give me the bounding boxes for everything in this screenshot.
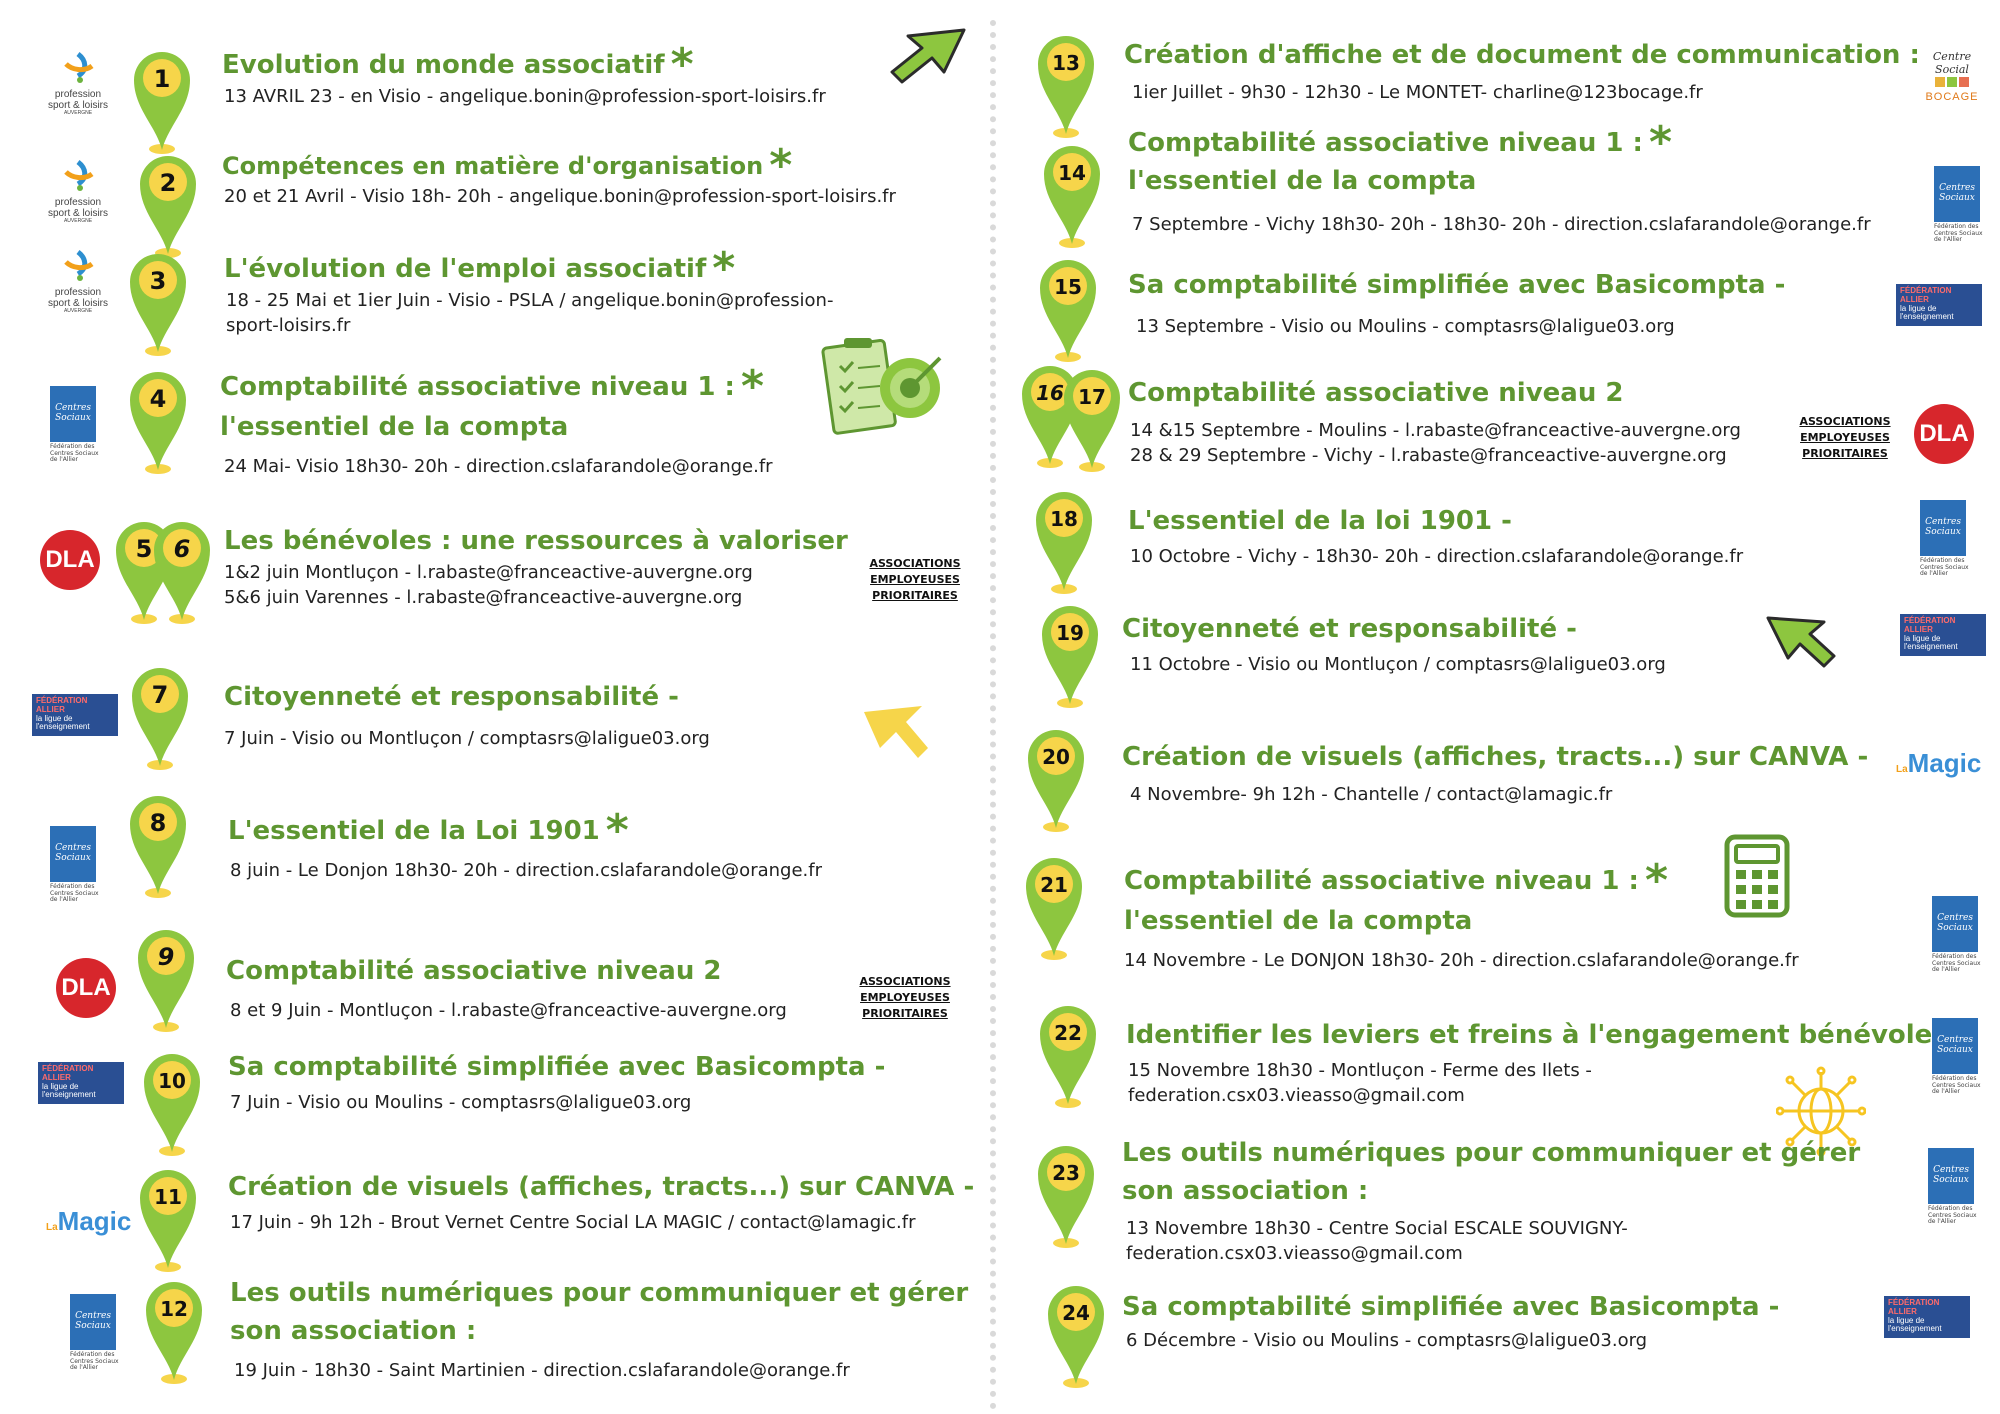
cursor-arrow-icon <box>1766 614 1836 674</box>
svg-text:16: 16 <box>1036 381 1064 405</box>
svg-text:23: 23 <box>1052 1161 1080 1185</box>
psl-logo: profession sport & loisirs AUVERGNE <box>38 52 118 117</box>
ligue-logo: FÉDÉRATION ALLIER la ligue de l'enseignement <box>1884 1296 1970 1338</box>
psl-logo: profession sport & loisirs AUVERGNE <box>38 250 118 315</box>
map-pin-icon <box>136 1164 200 1274</box>
event-details: 10 Octobre - Vichy - 18h30- 20h - direction.cslafarandole@orange.fr <box>1130 546 1744 567</box>
event-title: Création de visuels (affiches, tracts...) sur CANVA - <box>228 1172 975 1202</box>
event-title: Comptabilité associative niveau 1 : * <box>220 361 764 412</box>
svg-text:15: 15 <box>1054 275 1082 299</box>
event-details: 7 Juin - Visio ou Montluçon / comptasrs@laligue03.org <box>224 728 710 749</box>
map-pin-icon <box>1038 600 1102 710</box>
svg-text:12: 12 <box>160 1297 188 1321</box>
centre-social-logo: Centres Sociaux Fédération des Centres Sociaux de l'Allier <box>1932 896 1982 974</box>
map-pin-icon <box>1040 140 1104 250</box>
event-title: L'essentiel de la loi 1901 - <box>1128 506 1512 536</box>
svg-text:4: 4 <box>149 385 167 413</box>
svg-text:18: 18 <box>1050 507 1078 531</box>
map-pin-icon <box>150 516 214 626</box>
svg-text:22: 22 <box>1054 1021 1082 1045</box>
checklist-target-icon <box>818 336 948 450</box>
event-title: Comptabilité associative niveau 2 <box>226 956 722 986</box>
event-details: 1&2 juin Montluçon - l.rabaste@franceactive-auvergne.org 5&6 juin Varennes - l.rabaste@franceactive-auvergne.org <box>224 562 753 609</box>
svg-text:1: 1 <box>153 65 171 93</box>
priority-label: ASSOCIATIONS EMPLOYEUSES PRIORITAIRES <box>859 975 951 1020</box>
event-title: Comptabilité associative niveau 2 <box>1128 378 1624 408</box>
event-title: Création de visuels (affiches, tracts...) sur CANVA - <box>1122 742 1869 772</box>
event-details: 18 - 25 Mai et 1ier Juin - Visio - PSLA / angelique.bonin@profession- sport-loisirs.fr <box>226 290 834 337</box>
map-pin-icon <box>134 924 198 1034</box>
star-icon: * <box>1644 855 1668 906</box>
star-icon: * <box>712 243 736 294</box>
dla-logo: DLA <box>40 530 100 590</box>
dla-logo: DLA <box>1914 404 1974 464</box>
svg-text:13: 13 <box>1052 51 1080 75</box>
svg-text:5: 5 <box>135 535 153 563</box>
event-details: 8 juin - Le Donjon 18h30- 20h - direction.cslafarandole@orange.fr <box>230 860 822 881</box>
event-title: Comptabilité associative niveau 1 : * <box>1124 855 1668 906</box>
event-details: 7 Juin - Visio ou Moulins - comptasrs@laligue03.org <box>230 1092 692 1113</box>
ligue-logo: FÉDÉRATION ALLIER la ligue de l'enseignement <box>38 1062 124 1104</box>
event-details: 14 &15 Septembre - Moulins - l.rabaste@franceactive-auvergne.org 28 & 29 Septembre - Vichy - l.rabaste@franceactive-auvergne.org <box>1130 420 1741 467</box>
map-pin-icon <box>1036 254 1100 364</box>
psl-logo: profession sport & loisirs AUVERGNE <box>38 160 118 225</box>
event-details: 20 et 21 Avril - Visio 18h- 20h - angelique.bonin@profession-sport-loisirs.fr <box>224 186 896 207</box>
event-title: Identifier les leviers et freins à l'engagement bénévole <box>1126 1020 1933 1050</box>
centre-social-logo: Centres Sociaux Fédération des Centres Sociaux de l'Allier <box>1934 166 1984 244</box>
ligue-logo: FÉDÉRATION ALLIER la ligue de l'enseignement <box>1900 614 1986 656</box>
priority-label: ASSOCIATIONS EMPLOYEUSES PRIORITAIRES <box>869 557 961 602</box>
event-title: Les outils numériques pour communiquer et gérer <box>230 1278 969 1308</box>
event-title-line2: son association : <box>230 1316 477 1346</box>
event-details: 4 Novembre- 9h 12h - Chantelle / contact@lamagic.fr <box>1130 784 1613 805</box>
map-pin-icon <box>126 366 190 476</box>
event-title: Evolution du monde associatif * <box>222 39 694 90</box>
event-details: 14 Novembre - Le DONJON 18h30- 20h - direction.cslafarandole@orange.fr <box>1124 950 1799 971</box>
dla-logo: DLA <box>56 958 116 1018</box>
centre-social-logo: Centres Sociaux Fédération des Centres Sociaux de l'Allier <box>1920 500 1970 578</box>
event-title: Sa comptabilité simplifiée avec Basicompta - <box>1128 270 1786 300</box>
event-details: 17 Juin - 9h 12h - Brout Vernet Centre Social LA MAGIC / contact@lamagic.fr <box>230 1212 916 1233</box>
la-magic-logo: LaMagic <box>1896 748 1982 778</box>
svg-text:10: 10 <box>158 1069 186 1093</box>
event-details: 15 Novembre 18h30 - Montluçon - Ferme des Ilets - federation.csx03.vieasso@gmail.com <box>1128 1060 1592 1107</box>
svg-text:19: 19 <box>1056 621 1084 645</box>
map-pin-icon <box>1034 30 1098 140</box>
event-details: 7 Septembre - Vichy 18h30- 20h - 18h30- 20h - direction.cslafarandole@orange.fr <box>1132 214 1871 235</box>
event-title: Création d'affiche et de document de communication : <box>1124 40 1920 70</box>
event-details: 13 AVRIL 23 - en Visio - angelique.bonin@profession-sport-loisirs.fr <box>224 86 826 107</box>
svg-text:20: 20 <box>1042 745 1070 769</box>
event-title: Compétences en matière d'organisation * <box>222 140 793 191</box>
event-title-line2: son association : <box>1122 1176 1369 1206</box>
map-pin-icon <box>126 248 190 358</box>
map-pin-icon <box>1032 486 1096 596</box>
svg-text:21: 21 <box>1040 873 1068 897</box>
event-title: L'évolution de l'emploi associatif * <box>224 243 736 294</box>
event-title-line2: l'essentiel de la compta <box>1124 906 1473 936</box>
svg-text:2: 2 <box>159 169 177 197</box>
star-icon: * <box>1648 117 1672 168</box>
event-title: Citoyenneté et responsabilité - <box>1122 614 1577 644</box>
priority-label: ASSOCIATIONS EMPLOYEUSES PRIORITAIRES <box>1799 415 1891 460</box>
star-icon: * <box>769 140 793 191</box>
cursor-arrow-icon <box>862 704 932 768</box>
svg-text:17: 17 <box>1078 385 1106 409</box>
centre-social-logo: Centres Sociaux Fédération des Centres Sociaux de l'Allier <box>1928 1148 1978 1226</box>
map-pin-icon <box>126 790 190 900</box>
centre-social-bocage-logo: Centre Social BOCAGE <box>1925 50 1979 103</box>
event-details: 13 Novembre 18h30 - Centre Social ESCALE SOUVIGNY- federation.csx03.vieasso@gmail.com <box>1126 1218 1628 1265</box>
event-title-line2: l'essentiel de la compta <box>1128 166 1477 196</box>
event-title: L'essentiel de la Loi 1901 * <box>228 805 629 856</box>
cursor-arrow-icon <box>888 26 968 90</box>
star-icon: * <box>605 805 629 856</box>
map-pin-icon <box>142 1276 206 1386</box>
event-details: 11 Octobre - Visio ou Montluçon / comptasrs@laligue03.org <box>1130 654 1666 675</box>
svg-text:14: 14 <box>1058 161 1086 185</box>
svg-text:3: 3 <box>149 267 167 295</box>
map-pin-icon <box>128 662 192 772</box>
ligue-logo: FÉDÉRATION ALLIER la ligue de l'enseignement <box>1896 284 1982 326</box>
ligue-logo: FÉDÉRATION ALLIER la ligue de l'enseignement <box>32 694 118 736</box>
svg-text:6: 6 <box>173 535 191 563</box>
svg-text:8: 8 <box>149 809 167 837</box>
event-details: 24 Mai- Visio 18h30- 20h - direction.cslafarandole@orange.fr <box>224 456 773 477</box>
event-details: 8 et 9 Juin - Montluçon - l.rabaste@franceactive-auvergne.org <box>230 1000 787 1021</box>
event-title: Sa comptabilité simplifiée avec Basicompta - <box>1122 1292 1780 1322</box>
event-title: Citoyenneté et responsabilité - <box>224 682 679 712</box>
event-details: 19 Juin - 18h30 - Saint Martinien - direction.cslafarandole@orange.fr <box>234 1360 850 1381</box>
map-pin-icon <box>136 150 200 260</box>
map-pin-icon <box>140 1048 204 1158</box>
map-pin-icon <box>1034 1140 1098 1250</box>
event-details: 6 Décembre - Visio ou Moulins - comptasrs@laligue03.org <box>1126 1330 1648 1351</box>
svg-text:9: 9 <box>157 943 175 971</box>
event-title-line2: l'essentiel de la compta <box>220 412 569 442</box>
star-icon: * <box>740 361 764 412</box>
event-title: Sa comptabilité simplifiée avec Basicompta - <box>228 1052 886 1082</box>
la-magic-logo: LaMagic <box>46 1206 132 1236</box>
event-title: Les outils numériques pour communiquer et gérer <box>1122 1138 1861 1168</box>
map-pin-icon <box>1036 1000 1100 1110</box>
star-icon: * <box>670 39 694 90</box>
svg-text:24: 24 <box>1062 1301 1090 1325</box>
centre-social-logo: Centres Sociaux Fédération des Centres Sociaux de l'Allier <box>1932 1018 1982 1096</box>
centre-social-logo: Centres Sociaux Fédération des Centres Sociaux de l'Allier <box>50 386 100 464</box>
svg-text:11: 11 <box>154 1185 182 1209</box>
event-details: 13 Septembre - Visio ou Moulins - comptasrs@laligue03.org <box>1136 316 1675 337</box>
map-pin-icon <box>1022 852 1086 962</box>
map-pin-icon <box>1024 724 1088 834</box>
centre-social-logo: Centres Sociaux Fédération des Centres Sociaux de l'Allier <box>70 1294 120 1372</box>
event-title: Comptabilité associative niveau 1 : * <box>1128 117 1672 168</box>
calculator-icon <box>1724 834 1790 922</box>
event-details: 1ier Juillet - 9h30 - 12h30 - Le MONTET- charline@123bocage.fr <box>1132 82 1703 103</box>
centre-social-logo: Centres Sociaux Fédération des Centres Sociaux de l'Allier <box>50 826 100 904</box>
svg-text:7: 7 <box>151 681 169 709</box>
column-divider <box>990 20 996 1410</box>
map-pin-icon <box>1044 1280 1108 1390</box>
event-title: Les bénévoles : une ressources à valoriser <box>224 526 848 556</box>
map-pin-icon <box>1060 364 1124 474</box>
map-pin-icon <box>130 46 194 156</box>
